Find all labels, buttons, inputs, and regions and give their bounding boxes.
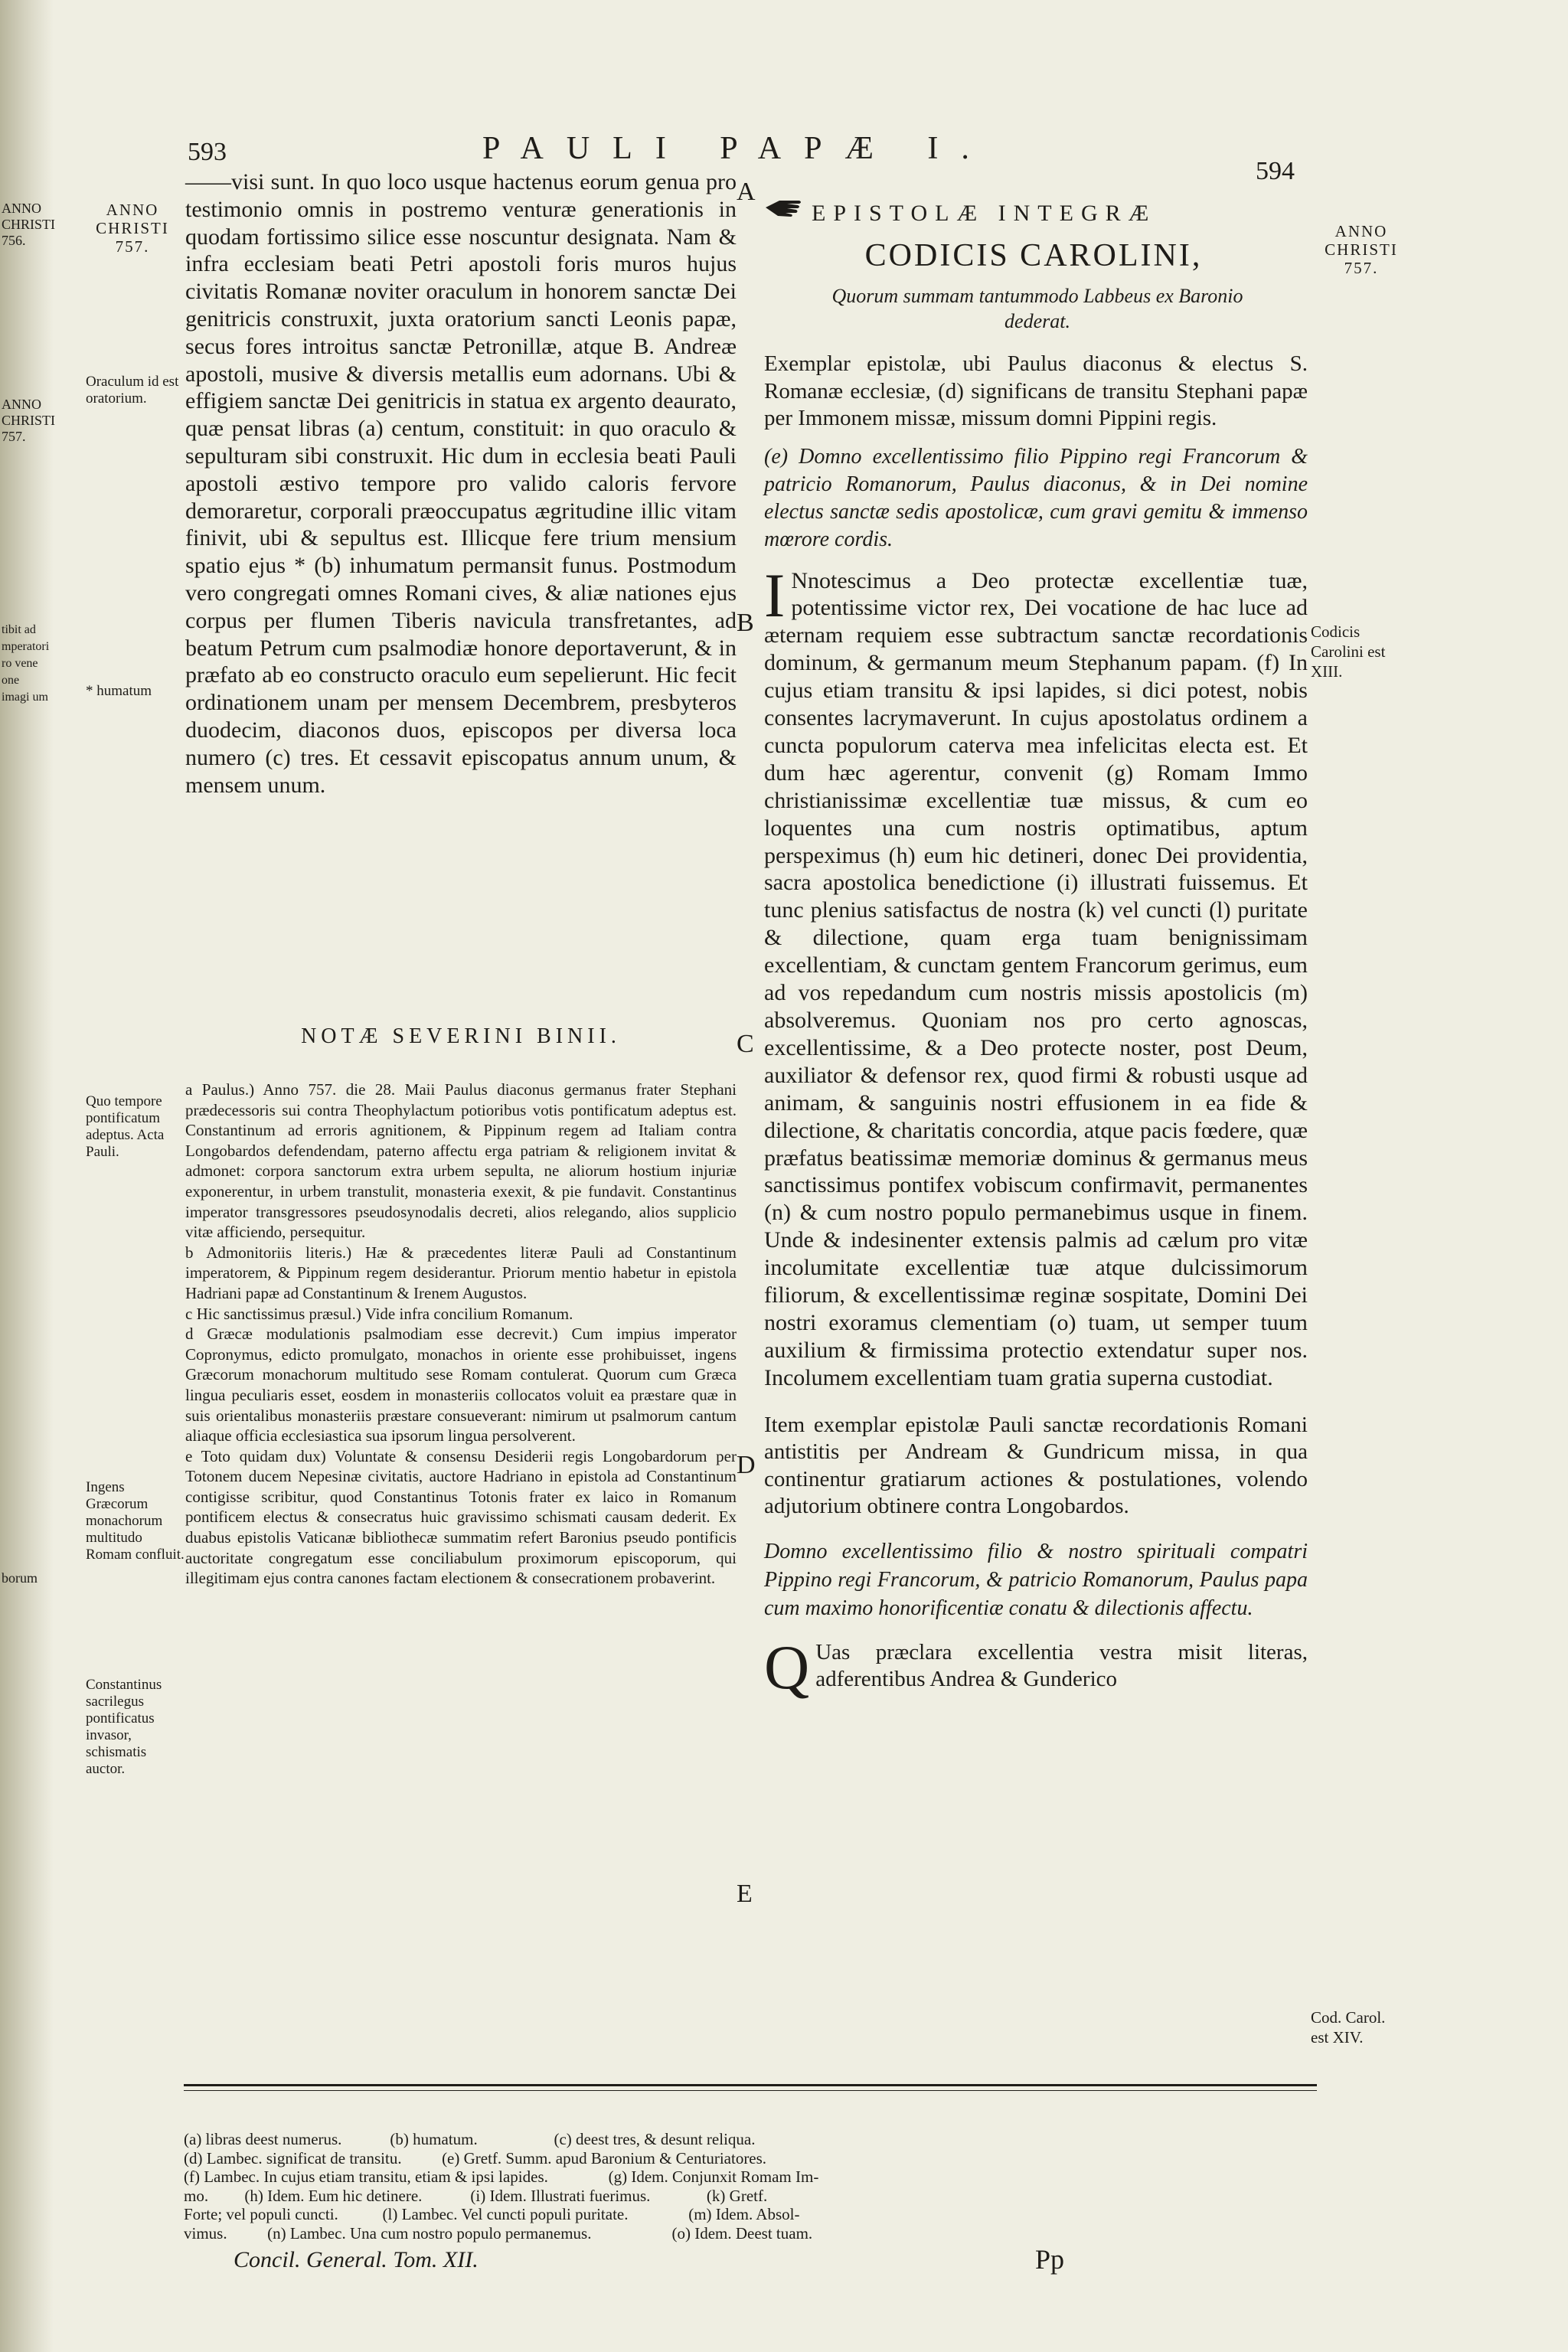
cut-margin-year-1: ANNO CHRISTI 756. [2, 201, 56, 248]
book-gutter-shadow [0, 0, 54, 2352]
page-number-left: 593 [188, 138, 227, 166]
footnote-line: (a) libras deest numerus. (b) humatum. (c) deest tres, & desunt reliqua. [184, 2130, 756, 2148]
margin-constantinus: Constantinus sacrilegus pontificatus invasor, schismatis auctor. [86, 1677, 162, 1777]
note-c: c Hic sanctissimus præsul.) Vide infra concilium Romanum. [185, 1304, 573, 1323]
vita-paragraph: ——visi sunt. In quo loco usque hactenus eorum genua pro testimonio omnis in postremo venturæ generationis in quodam fortissimo silice esse noscuntur designata. Nam & infra ecclesiam beati Petri apostoli foris muros hujus civitatis Romanæ noviter oraculum in honorem sanctæ Dei genitricis construxit, juxta oratorium sancti Leonis papæ, secus fores introitus sanctæ Petronillæ, atque B. Andreæ apostoli, musive & diversis metallis eum adornans. Ubi & effigiem sanctæ Dei genitricis in statua ex argento deaurato, quæ pensat libras (a) centum, constituit: in quo oraculo & sepulturam sibi construxit. Hic dum in ecclesia beati Pauli apostoli æstivo tempore pro valido caloris fervore demoraretur, corporali præoccupatus ægritudine illic vitam finivit, ubi & sepultus est. Illicque fere trium mensium spatio ejus * (b) inhumatum permansit funus. Postmodum vero congregati omnes Romani cives, & aliæ nationes ejus corpus per flumen Tiberis navicula transfretantes, ad beatum Petrum cum psalmodiæ honore deportaverunt, & in præfato ab eo constructo oraculo eum sepelierunt. Hic fecit ordinationem unam per mensem Decembrem, presbyteros duodecim, diaconos duos, episcopos per diversa loca numero (c) tres. Et cessavit episcopatus annum unum, & mensem unum. [185, 169, 737, 798]
footnote-rule-top [184, 2084, 1317, 2086]
variant-footnotes [184, 2130, 1317, 2243]
dropcap-q: Q [764, 1632, 810, 1702]
epistle-13-body: Nnotescimus a Deo protectæ excellentiæ tuæ, potentissime victor rex, Dei vocatione de hac luce ad æternam requiem esse subtractum sanctæ recordationis dominum, & germanum meum Stephanum papam. (f) In cujus etiam transitu & ipsi lapides, si dici potest, nobis consentes lacrymaverunt. In cujus apostolatus ordinem a cuncta populorum caterva mea infelicitas electa est. Et dum hæc agerentur, convenit (g) Romam Immo christianissimæ excellentiæ tuæ missus, & cum eo loquentes una cum nostris optimatibus, aptum perspeximus (h) eum hic detineri, donec Dei providentia, sacra apostolica benedictione (i) illustrati fuissemus. Et tunc plenius satisfactus de nostra (k) vel cuncti (l) puritate & dilectione, quam erga tuam benignissimam excellentiam, & cunctam gentem Francorum gerimus, eum ad vos repedandum cum nostris missis apostolicis (m) absolveremus. Quoniam nos pro certo agnoscas, excellentissime, & a Deo protecte noster, post Deum, auxiliator & defensor rex, quod firmi & robusti usque ad animam, & sanguinis nostri effusionem in ea fide & dilectione, & charitatis concordia, atque pacis fœdere, quæ præfatus beatissimæ memoriæ dominus & germanus meus sanctissimus pontifex vobiscum confirmavit, permanentes (n) & cum nostro populo permanebimus usque in finem. Unde & indesinenter extensis palmis ad cælum pro vitæ incolumitate excellentiæ tuæ atque dulcissimorum filiorum, & excellentissimæ reginæ sospitate, Domini Dei nostri exoramus clementiam (o) tuam, ut semper tuum auxilium & firmissima protectio extendatur super nos. Incolumem excellentiam tuam gratia superna custodiat. [764, 567, 1308, 1390]
cut-margin-note-lower: borum [2, 1570, 38, 1586]
epistle-14-text [764, 1632, 1308, 1702]
codicis-heading: CODICIS CAROLINI, [864, 238, 1203, 273]
cut-margin-note: tibit ad mperatori ro vene one imagi um [2, 623, 50, 704]
footnote-line: Forte; vel populi cuncti. (l) Lambec. Vel cuncti populi puritate. (m) Idem. Absol- [184, 2205, 800, 2223]
margin-quo-tempore: Quo tempore pontificatum adeptus. Acta Pauli. [86, 1093, 165, 1160]
cut-margin-year-2: ANNO CHRISTI 757. [2, 397, 56, 444]
note-d: d Græcæ modulationis psalmodiam esse decrevit.) Cum impius imperator Copronymus, edicto promulgato, monachos in oriente esse prohibuisset, ingens Græcorum monachorum multitudo sese Romam contulerat. Quorum cum Græca lingua peculiaris esset, eosdem in monasteriis collocatos voluit ea præstare quæ in suis orientalibus monasteriis præstare consueverant: nimirum ut psalmorum cantum aliaque officia ecclesiastica sua ipsorum lingua persolverent. [185, 1325, 737, 1446]
signature-mark: Pp [1035, 2244, 1065, 2275]
marker-d: D [737, 1451, 756, 1479]
marker-a: A [737, 178, 756, 206]
note-e: e Toto quidam dux) Voluntate & consensu Desiderii regis Longobardorum per Totonem ducem Nepesinæ civitatis, auctore Hadriano in epistola ad Constantinum contigisse scribitur, quod Constantinus Totonis frater ex laico in Romanum pontificem electus & consecratus huic gravissimo schismati causam dederit. Ex duabus epistolis Vaticanæ bibliothecæ summatim refert Baronius pseudo pontificis auctoritate congregatum esse conciliabulum proximorum episcoporum, qui illegitimam ejus contra canones factam electionem & consecrationem probaverint. [185, 1446, 737, 1588]
right-column-text [764, 351, 1308, 1702]
margin-codicis-xiv: Cod. Carol. est XIV. [1311, 2008, 1386, 2047]
footnote-line: mo. (h) Idem. Eum hic detinere. (i) Idem. Illustrati fuerimus. (k) Gretf. [184, 2186, 768, 2205]
marker-e: E [737, 1880, 753, 1908]
margin-ingens: Ingens Græcorum monachorum multitudo Romam confluit. [86, 1479, 185, 1563]
margin-codicis-xiii: Codicis Carolini est XIII. [1311, 622, 1386, 681]
dropcap-i: I [764, 560, 786, 630]
epistle-14-body: Uas præclara excellentia vestra misit literas, adferentibus Andrea & Gunderico [815, 1639, 1308, 1692]
note-b: b Admonitoriis literis.) Hæ & præcedentes literæ Pauli ad Constantinum imperatorem, & Pippinum regem desiderantur. Priorum mentio habetur in epistola Hadriani papæ ad Constantinum & Irenem Augustos. [185, 1243, 737, 1302]
running-title: PAULI PAPÆ I. [482, 131, 992, 166]
footnote-line: (f) Lambec. In cujus etiam transitu, etiam & ipsi lapides. (g) Idem. Conjunxit Romam Im- [184, 2167, 819, 2186]
year-margin-left: ANNO CHRISTI 757. [96, 201, 169, 256]
footnote-line: vimus. (n) Lambec. Una cum nostro populo permanemus. (o) Idem. Deest tuam. [184, 2223, 813, 2243]
margin-humatum: * humatum [86, 683, 152, 699]
notes-heading: NOTÆ SEVERINI BINII. [301, 1024, 621, 1048]
marker-c: C [737, 1030, 754, 1058]
marker-b: B [737, 609, 754, 637]
codicis-subheading: Quorum summam tantummodo Labbeus ex Baronio dederat. [831, 285, 1243, 332]
footer-series: Concil. General. Tom. XII. [234, 2247, 479, 2272]
left-column-text [185, 168, 737, 799]
footnote-rule-bottom [184, 2090, 1317, 2091]
exemplar-epistolae-2: Item exemplar epistolæ Pauli sanctæ recordationis Romani antistitis per Andream & Gundricum missa, in qua continentur gratiarum actiones & postulationes, volendo adjutorium obtinere contra Longobardos. [764, 1412, 1308, 1519]
hand-fleuron-icon [764, 196, 804, 222]
year-margin-right: ANNO CHRISTI 757. [1325, 222, 1398, 277]
epistolae-heading: EPISTOLÆ INTEGRÆ [812, 201, 1157, 226]
note-a: a Paulus.) Anno 757. die 28. Maii Paulus diaconus germanus frater Stephani prædecessoris sui contra Theophylactum potioribus votis pontificatum adeptus est. Constantinum ad erroris agnitionem, & Pippinum regem ad Italiam contra Longobardos defendendam, paterno affectu erga patriam & religionem invitat & admonet: corpora sanctorum extra urbem sepulta, ne aliorum hostium injuriæ exponerentur, in urbem transtulit, monasteria exexit, & pie fundavit. Constantinus imperator transgressores pseudosynodalis decreti, alios relegando, alios supplicio vitæ afficiendo, persequitur. [185, 1080, 737, 1242]
salutation-2: Domno excellentissimo filio & nostro spirituali compatri Pippino regi Francorum, & patricio Romanorum, Paulus papa cum maximo honorificentiæ conatu & dilectionis affectu. [764, 1539, 1308, 1620]
footnote-line: (d) Lambec. significat de transitu. (e) Gretf. Summ. apud Baronium & Centuriatores. [184, 2148, 767, 2167]
notes-block [185, 1080, 737, 1589]
page-number-right: 594 [1256, 157, 1295, 185]
epistle-13-text [764, 560, 1308, 1392]
margin-oraculum: Oraculum id est oratorium. [86, 374, 179, 407]
exemplar-epistolae-1: Exemplar epistolæ, ubi Paulus diaconus & electus S. Romanæ ecclesiæ, (d) significans de transitu Stephani papæ per Immonem missæ, missum domni Pippini regis. [764, 351, 1308, 430]
salutation-1: (e) Domno excellentissimo filio Pippino regi Francorum & patricio Romanorum, Paulus diaconus, & in Dei nomine electus sanctæ sedis apostolicæ, cum gravi gemitu & immenso mœrore cordis. [764, 444, 1308, 551]
